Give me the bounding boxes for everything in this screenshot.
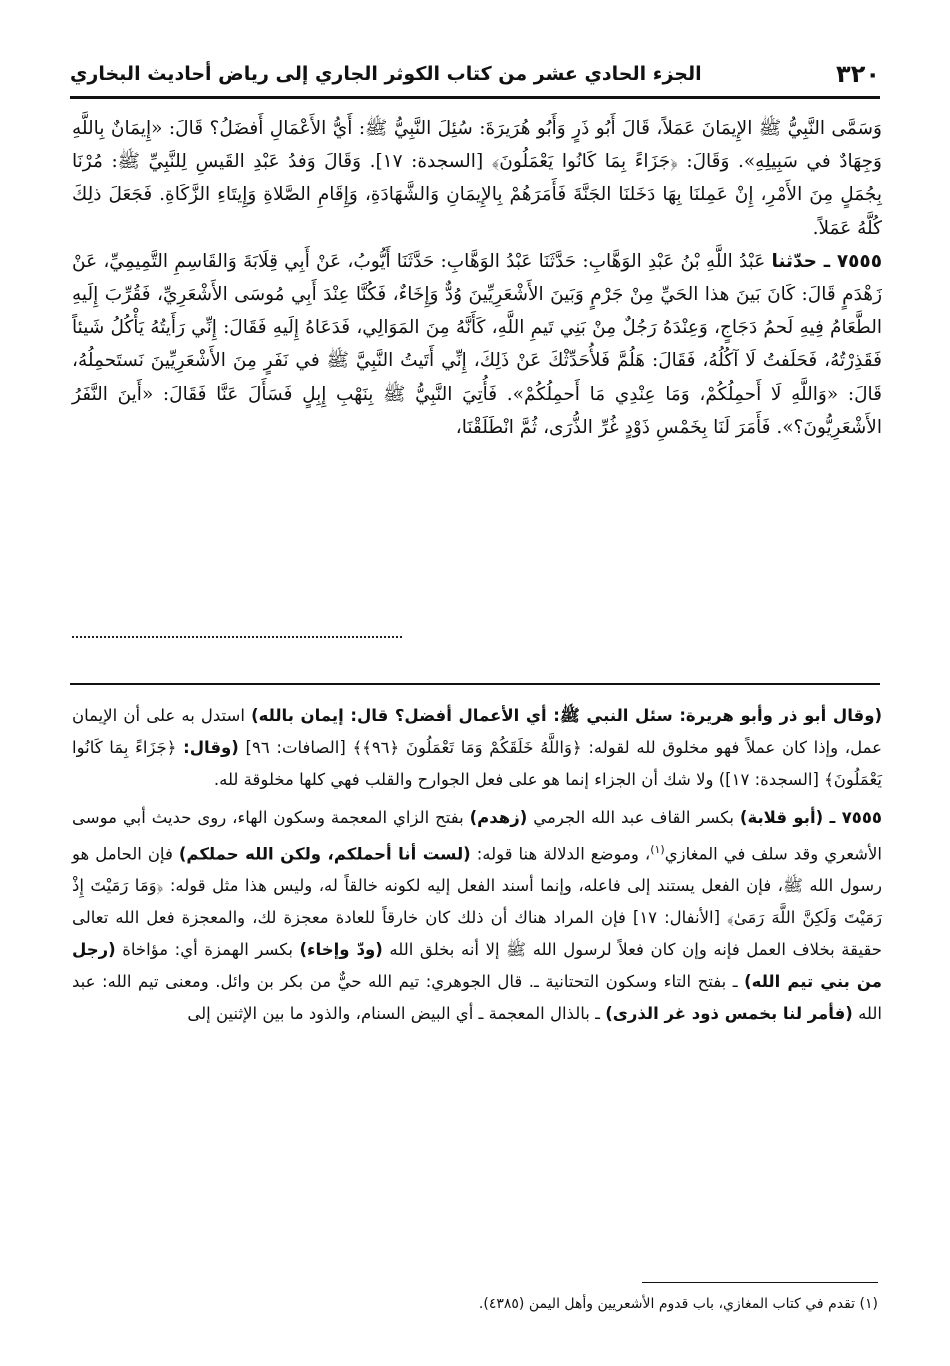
commentary-text: ـ بالذال المعجمة ـ أي البيض السنام، والذود ما بين الإثنين إلى	[187, 1003, 606, 1023]
main-divider	[70, 683, 880, 685]
commentary-quote: (ودّ وإخاء)	[299, 939, 383, 959]
haddathana-word: حدّثنا	[771, 250, 817, 272]
commentary-quote: (فأمر لنا بخمس ذود غر الذرى)	[605, 1003, 853, 1023]
commentary-number: ٧٥٥٥ ـ	[829, 807, 883, 827]
page-header	[70, 52, 880, 99]
hadith-7555	[72, 245, 882, 444]
commentary-text: فإن الحامل هو رسول الله ﷺ، فإن الفعل يستند إلى فاعله، وإنما أسند الفعل إليه لكونه خالقاً له، وليس هذا مثل قوله: ﴿وَمَا رَمَيْتَ إِذْ رَمَيْتَ وَلَكِنَّ اللَّهَ رَمَىٰ﴾ [الأنفال: ١٧] فإن المراد هناك أن ذلك كان خارقاً للعادة معجزة لك، والمعجزة فعل الله تعالى حقيقة بخلاف العمل فإنه وإن كان فعلاً لرسول الله ﷺ إلا أنه بخلق الله	[72, 844, 882, 959]
hadith-number: ٧٥٥٥	[836, 250, 882, 272]
commentary-text: بكسر القاف عبد الله الجرمي	[527, 807, 740, 827]
commentary-quote: (رجل من بني تيم الله)	[72, 939, 882, 991]
hadith-text	[72, 112, 882, 444]
commentary-text: ، وموضع الدلالة هنا قوله:	[470, 844, 651, 864]
commentary-quote: (أبو قلابة)	[739, 807, 830, 827]
footnote-marker: (١)	[859, 1296, 878, 1312]
running-title: الجزء الحادي عشر من كتاب الكوثر الجاري إلى رياض أحاديث البخاري	[70, 63, 702, 85]
footnote-text: تقدم في كتاب المغازي، باب قدوم الأشعريين وأهل اليمن (٤٣٨٥).	[478, 1296, 856, 1312]
commentary	[72, 700, 882, 1036]
footnote	[72, 1292, 878, 1316]
continuation-dots	[72, 636, 402, 638]
footnote-divider	[642, 1282, 878, 1283]
commentary-text: استدل به على أن الإيمان عمل، وإذا كان عملاً فهو مخلوق لله لقوله: ﴿وَاللَّهُ خَلَقَكُمْ وَمَا تَعْمَلُونَ ﴿٩٦﴾﴾ [الصافات: ٩٦]	[72, 706, 883, 757]
hadith-body: عَبْدُ اللَّهِ بْنُ عَبْدِ الوَهَّابِ: حَدَّثَنَا عَبْدُ الوَهَّابِ: حَدَّثَنَا أَيُّوبُ، عَنْ أَبِي قِلَابَةَ وَالقَاسِمِ التَّمِيمِيِّ، عَنْ زَهْدَمٍ قَالَ: كَانَ بَينَ هذا الحَيِّ مِنْ جَرْمٍ وَبَينَ الأَشْعَرِيِّينَ وُدٌّ وَإِخَاءٌ، فَكُنَّا عِنْدَ أَبِي مُوسَى الأَشْعَرِيِّ، فَقُرِّبَ إِلَيهِ الطَّعَامُ فِيهِ لَحمُ دَجَاجٍ، وَعِنْدَهُ رَجُلٌ مِنْ بَنِي تَيمِ اللَّهِ، كَأَنَّهُ مِنَ المَوَالِي، فَدَعَاهُ إِلَيهِ فَقَالَ: إِنِّي رَأَيتُهُ يَأْكُلُ شَيئاً فَقَذِرْتُهُ، فَحَلَفتُ لَا آكُلُهُ، فَقَالَ: هَلُمَّ فَلأُحَدِّثْكَ عَنْ ذَلِكَ، إِنِّي أَتَيتُ النَّبِيَّ ﷺ في نَفَرٍ مِنَ الأَشْعَرِيِّينَ نَستَحمِلُهُ، قَالَ: «وَاللَّهِ لَا أَحمِلُكُمْ، وَمَا عِنْدِي مَا أَحمِلُكُمْ». فَأُتِيَ النَّبِيُّ ﷺ بِنَهْبِ إِبِلٍ فَسَأَلَ عَنَّا فَقَالَ: «أَينَ النَّفَرُ الأَشْعَرِيُّونَ؟». فَأَمَرَ لَنَا بِخَمْسِ ذَوْدٍ غُرِّ الذُّرَى، ثُمَّ انْطَلَقْنَا،	[72, 250, 882, 438]
commentary-text: بفتح الزاي المعجمة وسكون الهاء، روى حديث أبي موسى الأشعري وقد سلف في المغازي	[72, 807, 883, 864]
page-number: ٣٢٠	[836, 60, 880, 88]
commentary-quote: (زهدم)	[469, 807, 528, 827]
commentary-text: ﴿جَزَاءً بِمَا كَانُوا يَعْمَلُونَ﴾ [السجدة: ١٧]) ولا شك أن الجزاء إنما هو على فعل الجوارح والقلب فهي كلها مخلوقة لله.	[72, 737, 882, 789]
commentary-quote: (لست أنا أحملكم، ولكن الله حملكم)	[178, 844, 471, 864]
chapter-intro: وَسَمَّى النَّبِيُّ ﷺ الإِيمَانَ عَمَلاً، قَالَ أَبُو ذَرٍ وَأَبُو هُرَيرَةَ: سُئِلَ النَّبِيُّ ﷺ: أَيُّ الأَعْمَالِ أَفضَلُ؟ قَالَ: «إِيمَانٌ بِاللَّهِ وَجِهَادٌ في سَبِيلِهِ». وَقَالَ: ﴿جَزَاءً بِمَا كَانُوا يَعْمَلُونَ﴾ [السجدة: ١٧]. وَقَالَ وَفدُ عَبْدِ القَيسِ لِلنَّبِيِّ ﷺ: مُرْنَا بِجُمَلٍ مِنَ الأَمْرِ، إِنْ عَمِلنَا بِهَا دَخَلنَا الجَنَّةَ فَأَمَرَهُمْ بِالإِيمَانِ وَالشَّهَادَةِ، وَإِقَامِ الصَّلاةِ وَإِيتَاءِ الزَّكَاةِ. فَجَعَلَ ذلِكَ كُلَّهُ عَمَلاً.	[72, 118, 882, 239]
commentary-quote: (وقال أبو ذر وأبو هريرة: سئل النبي ﷺ: أي الأعمال أفضل؟ قال: إيمان بالله)	[251, 706, 883, 725]
commentary-paragraph-2	[72, 802, 882, 1030]
hadith-number-separator: ـ	[816, 250, 837, 272]
commentary-text: ـ بفتح التاء وسكون التحتانية ـ. قال الجوهري: تيم الله حيٌّ من بكر بن وائل. ومعنى تيم الله: عبد الله	[72, 971, 882, 1023]
footnote-ref[interactable]: (١)	[650, 842, 665, 856]
commentary-text: بكسر الهمزة أي: مؤاخاة	[115, 939, 300, 959]
commentary-quote: (وقال:	[183, 737, 239, 757]
commentary-paragraph-1	[72, 700, 882, 796]
